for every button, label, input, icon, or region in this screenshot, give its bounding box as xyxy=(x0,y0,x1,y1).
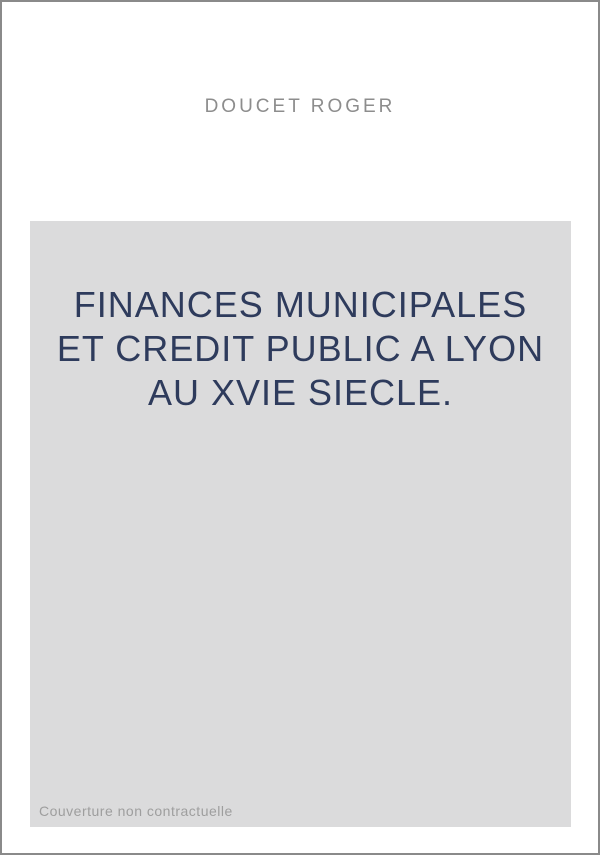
author-name: DOUCET ROGER xyxy=(204,96,396,117)
disclaimer-text: Couverture non contractuelle xyxy=(39,803,233,819)
title-line-1: FINANCES MUNICIPALES xyxy=(73,284,528,325)
cover-placeholder xyxy=(30,221,571,827)
title-line-2: ET CREDIT PUBLIC A LYON xyxy=(56,328,545,369)
title-line-3: AU XVIE SIECLE. xyxy=(147,372,454,413)
book-title xyxy=(30,221,571,415)
